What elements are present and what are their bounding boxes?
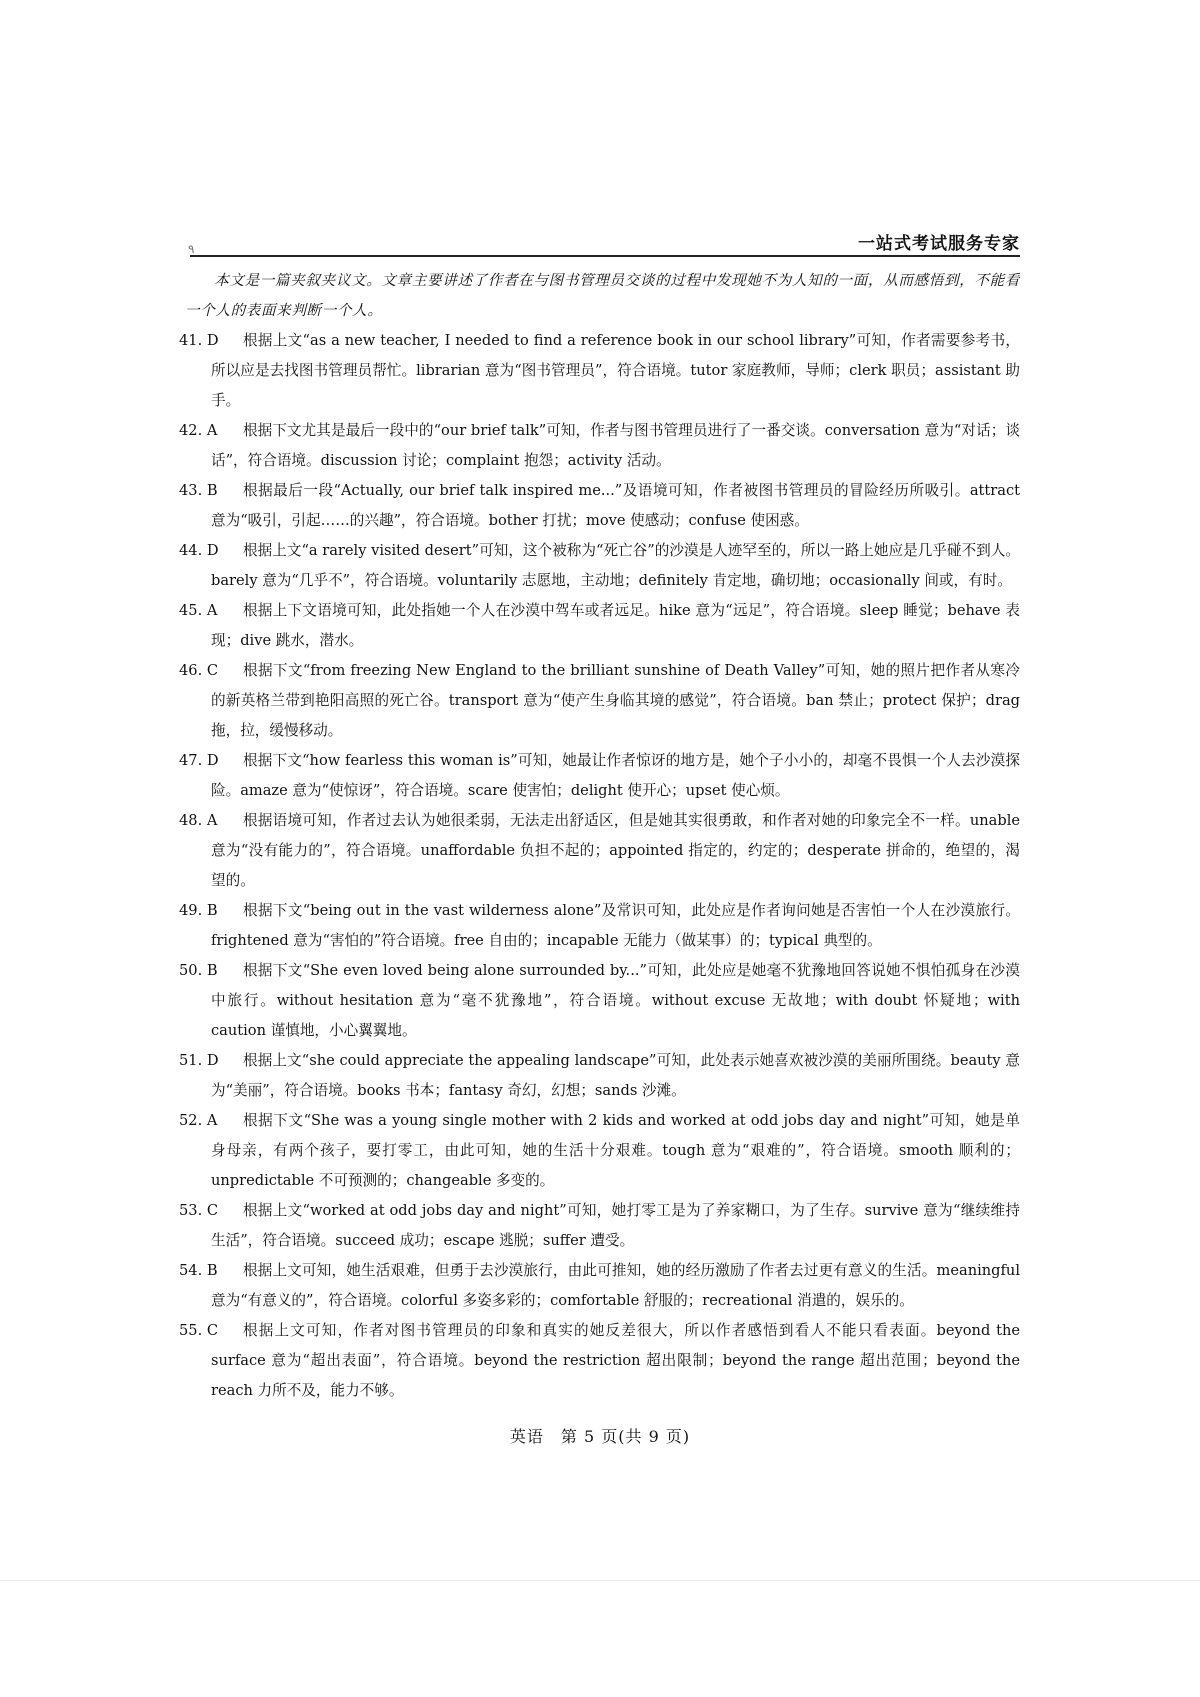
question-number: 43. B [179,482,218,499]
explanation-item [179,536,1020,596]
explanation-text: 根据语境可知，作者过去认为她很柔弱，无法走出舒适区，但是她其实很勇敢，和作者对她的印象完全不一样。unable 意为“没有能力的”，符合语境。unaffordable 负担不起的；appointed 指定的，约定的；desperate 拼命的，绝望的，渴望的。 [211,812,1020,889]
explanation-item [179,746,1020,806]
question-number: 55. C [179,1322,219,1339]
header-rule [190,255,1020,257]
explanation-text: 根据上文“a rarely visited desert”可知，这个被称为“死亡谷”的沙漠是人迹罕至的，所以一路上她应是几乎碰不到人。barely 意为“几乎不”，符合语境。voluntarily 志愿地，主动地；definitely 肯定地，确切地；occasionally 间或，有时。 [211,542,1020,589]
explanation-list [179,326,1020,1406]
question-number: 54. B [179,1262,218,1279]
explanation-item [179,596,1020,656]
explanation-text: 根据下文“how fearless this woman is”可知，她最让作者惊讶的地方是，她个子小小的，却毫不畏惧一个人去沙漠探险。amaze 意为“使惊讶”，符合语境。scare 使害怕；delight 使开心；upset 使心烦。 [211,752,1020,799]
explanation-text: 根据下文尤其是最后一段中的“our brief talk”可知，作者与图书管理员进行了一番交谈。conversation 意为“对话；谈话”，符合语境。discussion 讨论；complaint 抱怨；activity 活动。 [211,422,1020,469]
explanation-text: 根据下文“from freezing New England to the brilliant sunshine of Death Valley”可知，她的照片把作者从寒冷的新英格兰带到艳阳高照的死亡谷。transport 意为“使产生身临其境的感觉”，符合语境。ban 禁止；protect 保护；drag 拖，拉，缓慢移动。 [211,662,1020,739]
explanation-text: 根据上文可知，作者对图书管理员的印象和真实的她反差很大，所以作者感悟到看人不能只看表面。beyond the surface 意为“超出表面”，符合语境。beyond the restriction 超出限制；beyond the range 超出范围；beyond the reach 力所不及，能力不够。 [211,1322,1020,1399]
explanation-text: 根据最后一段“Actually, our brief talk inspired me...”及语境可知，作者被图书管理员的冒险经历所吸引。attract 意为“吸引，引起……的兴趣”，符合语境。bother 打扰；move 使感动；confuse 使困惑。 [211,482,1020,529]
explanation-item [179,956,1020,1046]
explanation-text: 根据上下文语境可知，此处指她一个人在沙漠中驾车或者远足。hike 意为“远足”，符合语境。sleep 睡觉；behave 表现；dive 跳水，潜水。 [211,602,1020,649]
question-number: 52. A [179,1112,218,1129]
explanation-item [179,1046,1020,1106]
question-number: 45. A [179,602,218,619]
question-number: 49. B [179,902,218,919]
header-brand: 一站式考试服务专家 [858,234,1020,254]
explanation-item [179,1106,1020,1196]
question-number: 47. D [179,752,219,769]
explanation-item [179,806,1020,896]
explanation-item [179,1196,1020,1256]
explanation-text: 根据下文“She was a young single mother with 2 kids and worked at odd jobs day and night”可知，她是单身母亲，有两个孩子，要打零工，由此可知，她的生活十分艰难。tough 意为“艰难的”，符合语境。smooth 顺利的；unpredictable 不可预测的；changeable 多变的。 [211,1112,1020,1189]
intro-paragraph: 本文是一篇夹叙夹议文。文章主要讲述了作者在与图书管理员交谈的过程中发现她不为人知的一面，从而感悟到，不能看一个人的表面来判断一个人。 [185,272,1020,319]
explanation-text: 根据下文“being out in the vast wilderness alone”及常识可知，此处应是作者询问她是否害怕一个人在沙漠旅行。frightened 意为“害怕的”符合语境。free 自由的；incapable 无能力（做某事）的；typical 典型的。 [211,902,1020,949]
question-number: 42. A [179,422,218,439]
explanation-item [179,1316,1020,1406]
question-number: 46. C [179,662,219,679]
explanation-text: 根据上文可知，她生活艰难，但勇于去沙漠旅行，由此可推知，她的经历激励了作者去过更有意义的生活。meaningful 意为“有意义的”，符合语境。colorful 多姿多彩的；comfortable 舒服的；recreational 消遣的，娱乐的。 [211,1262,1020,1309]
question-number: 41. D [179,332,219,349]
question-number: 50. B [179,962,218,979]
scan-edge [0,1580,1200,1581]
explanation-text: 根据下文“She even loved being alone surrounded by...”可知，此处应是她毫不犹豫地回答说她不惧怕孤身在沙漠中旅行。without hesitation 意为“毫不犹豫地”，符合语境。without excuse 无故地；with doubt 怀疑地；with caution 谨慎地，小心翼翼地。 [211,962,1020,1039]
answer-explanations [179,266,1020,1406]
corner-mark: ٩ [188,242,195,256]
question-number: 44. D [179,542,219,559]
explanation-text: 根据上文“as a new teacher, I needed to find a reference book in our school library”可知，作者需要参考书，所以应是去找图书管理员帮忙。librarian 意为“图书管理员”，符合语境。tutor 家庭教师，导师；clerk 职员；assistant 助手。 [211,332,1020,409]
explanation-text: 根据上文“worked at odd jobs day and night”可知，她打零工是为了养家糊口，为了生存。survive 意为“继续维持生活”，符合语境。succeed 成功；escape 逃脱；suffer 遭受。 [211,1202,1020,1249]
question-number: 48. A [179,812,218,829]
explanation-item [179,896,1020,956]
explanation-item [179,416,1020,476]
page-footer: 英语 第 5 页(共 9 页) [509,1427,691,1446]
question-number: 51. D [179,1052,219,1069]
explanation-item [179,326,1020,416]
explanation-item [179,476,1020,536]
explanation-item [179,656,1020,746]
explanation-item [179,1256,1020,1316]
explanation-text: 根据上文“she could appreciate the appealing landscape”可知，此处表示她喜欢被沙漠的美丽所围绕。beauty 意为“美丽”，符合语境。books 书本；fantasy 奇幻，幻想；sands 沙滩。 [211,1052,1020,1099]
question-number: 53. C [179,1202,219,1219]
